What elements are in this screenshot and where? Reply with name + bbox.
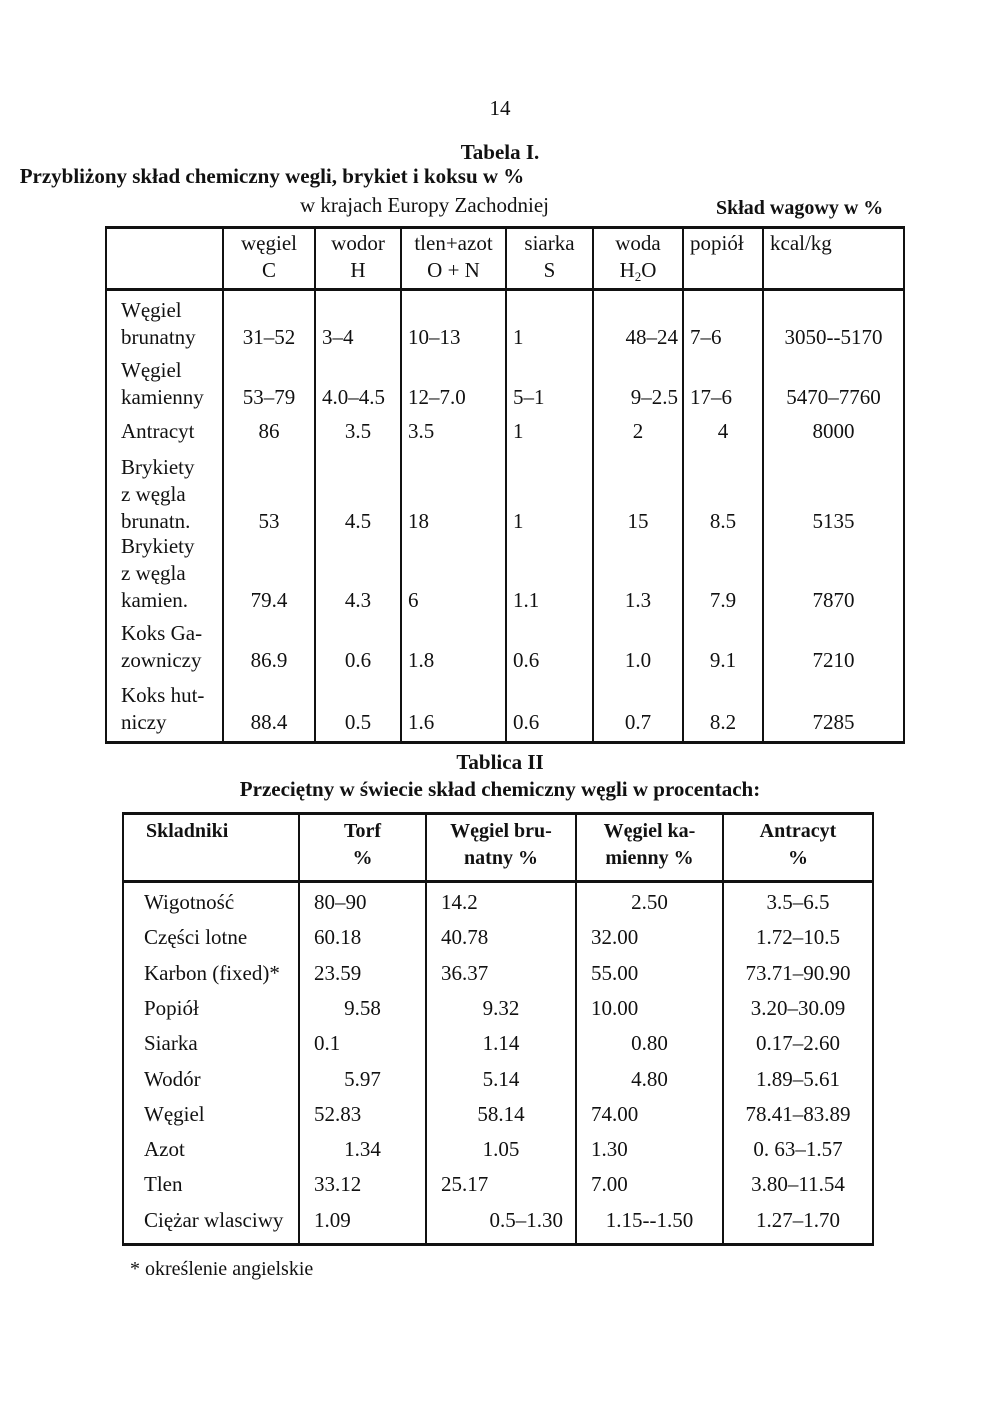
- table2-label: Tablica II: [456, 750, 544, 774]
- table1-cell: 0.7: [624, 710, 652, 734]
- table1-column-subheader: S: [543, 258, 556, 282]
- table1-row-label: brunatn.: [121, 509, 191, 533]
- table1-cell: 12–7.0: [408, 385, 466, 409]
- table1-cell: 0.6: [513, 648, 540, 672]
- table1-row-label: zowniczy: [121, 648, 202, 672]
- table2-cell: 1.89–5.61: [756, 1067, 840, 1091]
- table2-cell: 74.00: [591, 1102, 639, 1126]
- table1-column-subheader: [594, 257, 682, 284]
- table2-cell: 4.80: [631, 1067, 668, 1091]
- table1-cell: 1.3: [624, 588, 652, 612]
- table1-subtitle: w krajach Europy Zachodniej: [300, 193, 549, 217]
- table2-cell: 60.18: [314, 925, 362, 949]
- table1-cell: 6: [408, 588, 419, 612]
- table1-column-header: siarka: [524, 231, 575, 255]
- table2-column-subheader: %: [352, 847, 373, 869]
- table2-column-header: Antracyt: [759, 820, 837, 842]
- table2-row-label: Wigotność: [144, 890, 235, 914]
- table2-cell: 1.72–10.5: [756, 925, 840, 949]
- table2-column-subheader: %: [788, 847, 808, 869]
- table2-row-label: Popiół: [144, 996, 199, 1020]
- table1-cell: 4.0–4.5: [322, 385, 385, 409]
- table1-row-label: Brykiety: [121, 534, 195, 558]
- table1-unit-note: Skład wagowy w %: [716, 197, 884, 219]
- table1-cell: 1: [513, 325, 524, 349]
- table1-cell: 10–13: [408, 325, 461, 349]
- table1-cell: 0.6: [344, 648, 372, 672]
- table1-row-label: Koks hut-: [121, 683, 205, 707]
- table1-row-label: niczy: [121, 710, 167, 734]
- table1-cell: 3050--5170: [784, 325, 883, 349]
- table2-cell: 0.80: [631, 1031, 668, 1055]
- table1-cell: 3.5: [344, 419, 372, 443]
- table2-row-label: Tlen: [144, 1172, 183, 1196]
- table1-row-label: Antracyt: [121, 419, 195, 443]
- table1-cell: 1: [513, 419, 524, 443]
- table1-cell: 7870: [812, 588, 855, 612]
- table1-cell: 8.5: [709, 509, 737, 533]
- subscript: 2: [634, 269, 642, 284]
- table2-cell: 0.1: [314, 1031, 341, 1055]
- table1-cell: 4.3: [344, 588, 372, 612]
- table2-cell: 73.71–90.90: [745, 961, 851, 985]
- table1-cell: 86: [258, 419, 280, 443]
- table1-column-rule: [903, 226, 905, 743]
- table1-cell: 1.8: [408, 648, 435, 672]
- table2-column-header: Węgiel bru-: [450, 820, 552, 842]
- table2-cell: 5.97: [344, 1067, 381, 1091]
- table1-column-header: tlen+azot: [414, 231, 493, 255]
- table2-cell: 0.17–2.60: [756, 1031, 840, 1055]
- table1-cell: 18: [408, 509, 429, 533]
- table2-cell: 5.14: [482, 1067, 520, 1091]
- table2-cell: 23.59: [314, 961, 362, 985]
- table2-cell: 32.00: [591, 925, 639, 949]
- table1-cell: 5–1: [513, 385, 545, 409]
- table2-cell: 1.09: [314, 1208, 351, 1232]
- table1-cell: 4.5: [344, 509, 372, 533]
- table1-cell: 8000: [812, 419, 855, 443]
- table2-cell: 55.00: [591, 961, 639, 985]
- table2-column-rule: [122, 812, 124, 1246]
- table1-cell: 31–52: [242, 325, 296, 349]
- table1-cell: 1.6: [408, 710, 435, 734]
- table2-column-header: Torf: [343, 820, 382, 842]
- table2-column-rule: [872, 812, 874, 1246]
- chemical-symbol: O: [641, 258, 657, 282]
- table1-cell: 9–2.5: [630, 385, 678, 409]
- table2-cell: 36.37: [441, 961, 489, 985]
- table1-column-subheader: H: [350, 258, 366, 282]
- table2-row-label: Części lotne: [144, 925, 248, 949]
- table2-cell: 1.30: [591, 1137, 628, 1161]
- table2-row-label: Ciężar wlasciwy: [144, 1208, 284, 1232]
- table1-row-label: kamien.: [121, 588, 189, 612]
- table1-cell: 4: [717, 419, 729, 443]
- table1-cell: 53: [258, 509, 280, 533]
- table2-cell: 52.83: [314, 1102, 362, 1126]
- table1-row-label: Węgiel: [121, 298, 182, 322]
- table2-top-rule: [122, 812, 874, 815]
- table2-cell: 1.34: [344, 1137, 381, 1161]
- table1-cell: 2: [632, 419, 644, 443]
- chemical-symbol: H: [619, 258, 635, 282]
- table2-column-header: Skladniki: [146, 820, 229, 842]
- table2-cell: 33.12: [314, 1172, 362, 1196]
- table2-cell: 40.78: [441, 925, 489, 949]
- table2-row-label: Węgiel: [144, 1102, 205, 1126]
- table1-cell: 9.1: [709, 648, 737, 672]
- table2-cell: 10.00: [591, 996, 639, 1020]
- table1-cell: 1: [513, 509, 524, 533]
- table1-row-label: z węgla: [121, 482, 186, 506]
- table2-column-subheader: natny %: [464, 847, 538, 869]
- table1-cell: 17–6: [690, 385, 732, 409]
- table1-cell: 8.2: [709, 710, 737, 734]
- table1-row-label: z węgla: [121, 561, 186, 585]
- table2-cell: 1.15--1.50: [605, 1208, 694, 1232]
- table1-row-label: Węgiel: [121, 358, 182, 382]
- table1-cell: 53–79: [242, 385, 296, 409]
- table1-cell: 1.0: [624, 648, 652, 672]
- table1-cell: 0.5: [344, 710, 372, 734]
- table1-column-header: woda: [615, 231, 661, 255]
- table1-row-label: Koks Ga-: [121, 621, 203, 645]
- table1-column-subheader: C: [261, 258, 276, 282]
- table1-cell: 0.6: [513, 710, 540, 734]
- table1-column-header: wodor: [331, 231, 385, 255]
- table2-header-rule: [122, 880, 874, 883]
- table1-cell: 7210: [812, 648, 855, 672]
- table1-row-label: kamienny: [121, 385, 204, 409]
- table1-column-header: popiół: [690, 231, 744, 255]
- table1-cell: 5135: [812, 509, 855, 533]
- table1-cell: 7.9: [709, 588, 737, 612]
- table2-row-label: Wodór: [144, 1067, 201, 1091]
- table1-cell: 15: [627, 509, 649, 533]
- table2-cell: 9.32: [482, 996, 520, 1020]
- table1-cell: 79.4: [250, 588, 288, 612]
- table2-cell: 0.5–1.30: [489, 1208, 563, 1232]
- table1-column-header: węgiel: [241, 231, 297, 255]
- table2-cell: 1.27–1.70: [756, 1208, 840, 1232]
- table1-title: Przybliżony skład chemiczny wegli, brykiet i koksu w %: [19, 164, 525, 188]
- table2-cell: 78.41–83.89: [745, 1102, 851, 1126]
- table1-cell: 7285: [812, 710, 855, 734]
- table2-cell: 25.17: [441, 1172, 489, 1196]
- table2-bottom-rule: [122, 1243, 874, 1246]
- table2-cell: 3.5–6.5: [766, 890, 830, 914]
- table2-cell: 7.00: [591, 1172, 628, 1196]
- table2-cell: 80–90: [314, 890, 367, 914]
- table1-label: Tabela I.: [460, 140, 540, 164]
- table2-row-label: Azot: [144, 1137, 185, 1161]
- table2-cell: 9.58: [344, 996, 381, 1020]
- table2-cell: 3.20–30.09: [750, 996, 846, 1020]
- table2-cell: 0. 63–1.57: [753, 1137, 843, 1161]
- table1-column-header: kcal/kg: [770, 231, 832, 255]
- table1-cell: 1.1: [513, 588, 540, 612]
- table2-cell: 58.14: [477, 1102, 525, 1126]
- table1-cell: 48–24: [625, 325, 678, 349]
- table1-cell: 5470–7760: [786, 385, 881, 409]
- table2-title: Przeciętny w świecie skład chemiczny węgli w procentach:: [239, 777, 761, 801]
- table2-cell: 14.2: [441, 890, 478, 914]
- page-number: 14: [489, 96, 511, 120]
- table1-row-label: Brykiety: [121, 455, 195, 479]
- table1-column-rule: [105, 226, 107, 743]
- table2-cell: 2.50: [631, 890, 668, 914]
- table2-row-label: Karbon (fixed)*: [144, 961, 280, 985]
- table1-row-label: brunatny: [121, 325, 196, 349]
- table1-cell: 88.4: [250, 710, 288, 734]
- table2-column-header: Węgiel ka-: [603, 820, 696, 842]
- table2-cell: 1.05: [482, 1137, 520, 1161]
- table1-cell: 3.5: [408, 419, 435, 443]
- table1-cell: 86.9: [250, 648, 288, 672]
- table1-column-subheader: O + N: [427, 258, 480, 282]
- table2-column-subheader: mienny %: [605, 847, 694, 869]
- footnote: * określenie angielskie: [130, 1258, 314, 1280]
- table1-cell: 3–4: [322, 325, 354, 349]
- table2-row-label: Siarka: [144, 1031, 198, 1055]
- table2-cell: 1.14: [482, 1031, 520, 1055]
- table1-cell: 7–6: [690, 325, 722, 349]
- table2-cell: 3.80–11.54: [751, 1172, 845, 1196]
